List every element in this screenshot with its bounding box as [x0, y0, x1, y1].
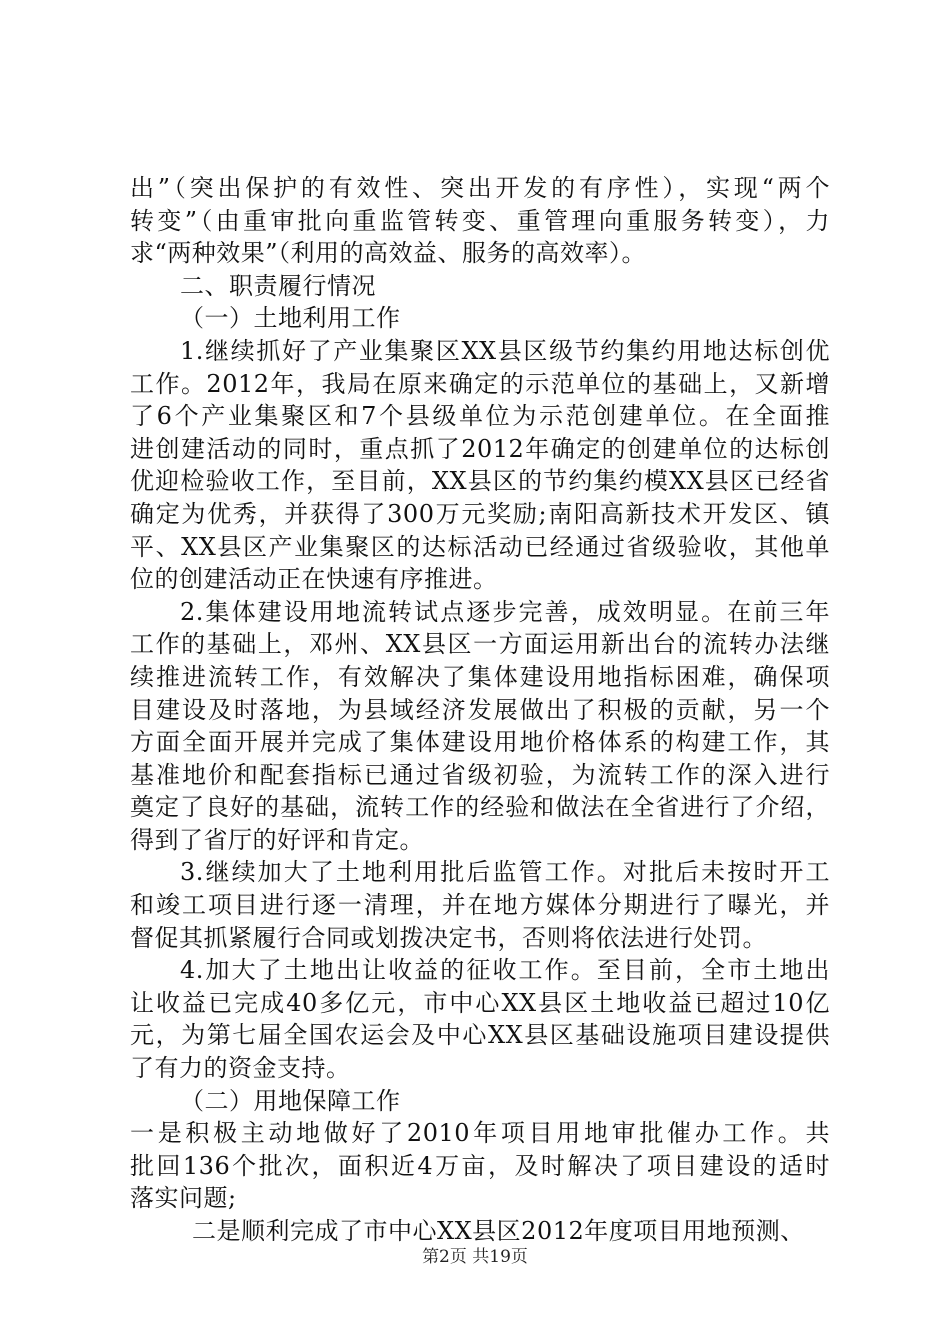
text-line: 目建设及时落地，为县域经济发展做出了积极的贡献，另一个 [130, 695, 830, 724]
text-line: 出”（突出保护的有效性、突出开发的有序性），实现“两个 [130, 174, 830, 202]
text-line: 4.加大了土地出让收益的征收工作。至目前，全市土地出 [180, 956, 830, 985]
text-line: 工作的基础上，邓州、XX县区一方面运用新出台的流转办法继 [130, 630, 830, 659]
text-line: 优迎检验收工作，至目前，XX县区的节约集约模XX县区已经省 [130, 467, 830, 496]
text-line: 方面全面开展并完成了集体建设用地价格体系的构建工作，其 [130, 728, 830, 757]
text-line: 平、XX县区产业集聚区的达标活动已经通过省级验收，其他单 [130, 532, 830, 561]
text-line: 奠定了良好的基础，流转工作的经验和做法在全省进行了介绍， [130, 793, 830, 822]
text-line: 2.集体建设用地流转试点逐步完善，成效明显。在前三年 [180, 597, 830, 626]
text-line: 基准地价和配套指标已通过省级初验，为流转工作的深入进行 [130, 760, 830, 789]
text-line: 督促其抓紧履行合同或划拨决定书，否则将依法进行处罚。 [130, 923, 767, 952]
text-line: 3.继续加大了土地利用批后监管工作。对批后未按时开工 [180, 858, 830, 887]
text-line: 批回136个批次，面积近4万亩，及时解决了项目建设的适时 [130, 1151, 830, 1180]
subsection-heading: （一）土地利用工作 [180, 304, 401, 333]
text-line: 落实问题; [130, 1184, 237, 1213]
text-line: 得到了省厅的好评和肯定。 [130, 825, 424, 854]
text-line: 确定为优秀，并获得了300万元奖励;南阳高新技术开发区、镇 [130, 499, 830, 528]
text-line: 进创建活动的同时，重点抓了2012年确定的创建单位的达标创 [130, 434, 830, 463]
text-line: 一是积极主动地做好了2010年项目用地审批催办工作。共 [130, 1119, 830, 1148]
text-line: 和竣工项目进行逐一清理，并在地方媒体分期进行了曝光，并 [130, 891, 830, 920]
section-heading: 二、职责履行情况 [180, 271, 376, 300]
document-body [130, 172, 830, 1248]
text-line: 二是顺利完成了市中心XX县区2012年度项目用地预测、 [192, 1217, 805, 1245]
text-line: 求“两种效果”（利用的高效益、服务的高效率）。 [130, 239, 647, 268]
text-line: 续推进流转工作，有效解决了集体建设用地指标困难，确保项 [130, 662, 830, 691]
subsection-heading: （二）用地保障工作 [180, 1086, 401, 1115]
page-number-footer: 第2页 共19页 [422, 1247, 528, 1267]
text-line: 1.继续抓好了产业集聚区XX县区级节约集约用地达标创优 [180, 336, 830, 365]
text-line: 了6个产业集聚区和7个县级单位为示范创建单位。在全面推 [130, 402, 830, 431]
text-line: 了有力的资金支持。 [130, 1054, 351, 1083]
text-line: 元，为第七届全国农运会及中心XX县区基础设施项目建设提供 [130, 1021, 830, 1050]
text-line: 工作。2012年，我局在原来确定的示范单位的基础上，又新增 [130, 369, 830, 398]
text-line: 让收益已完成40多亿元，市中心XX县区土地收益已超过10亿 [130, 988, 830, 1017]
text-line: 位的创建活动正在快速有序推进。 [130, 565, 498, 594]
text-line: 转变”（由重审批向重监管转变、重管理向重服务转变），力 [130, 206, 830, 235]
